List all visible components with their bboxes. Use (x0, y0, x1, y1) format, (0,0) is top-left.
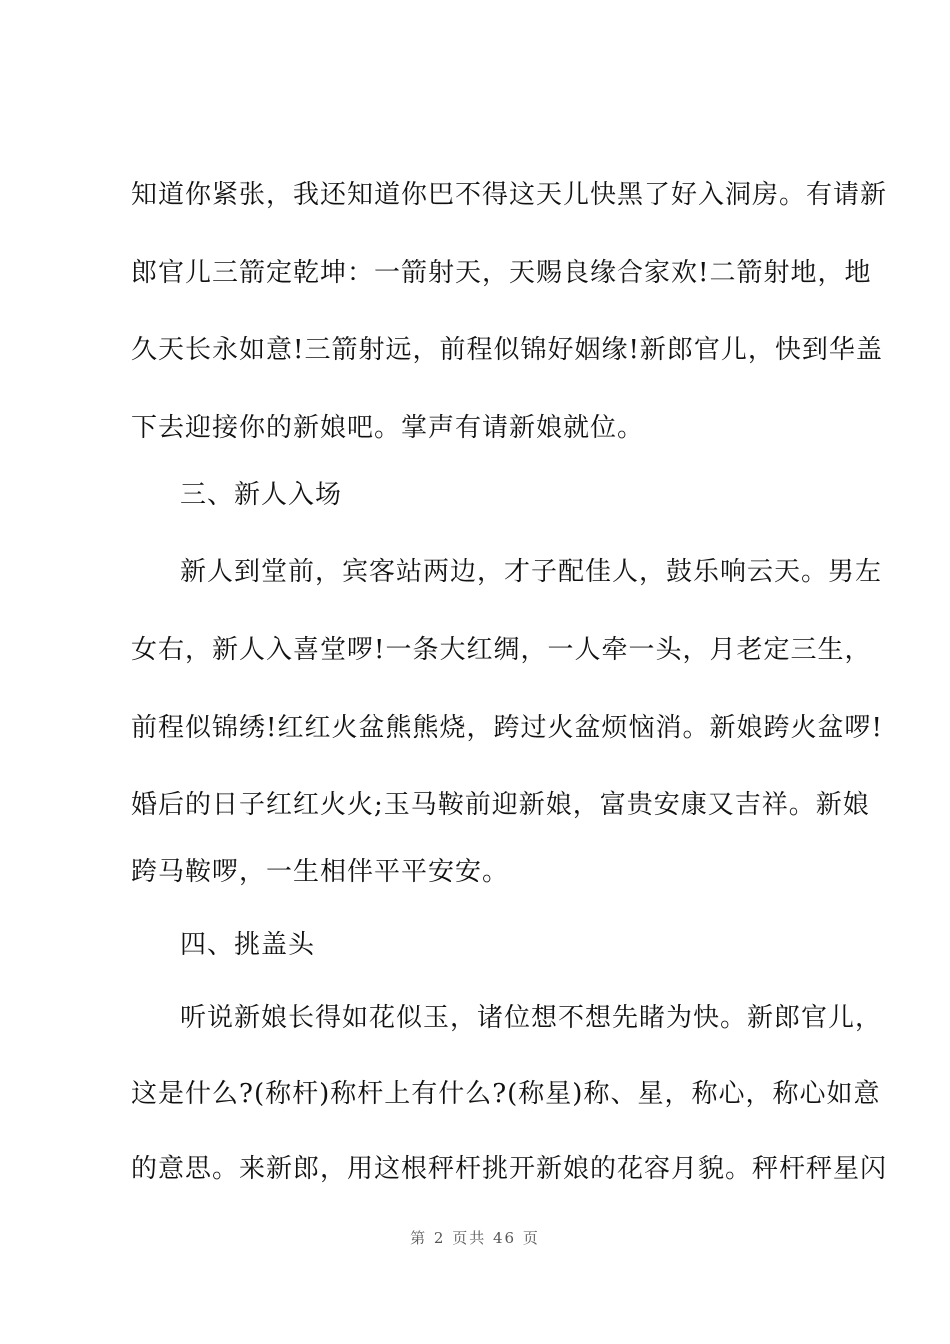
section-heading: 四、挑盖头 (180, 930, 316, 960)
text-line: 下去迎接你的新娘吧。掌声有请新娘就位。 (131, 413, 645, 443)
text-line: 郎官儿三箭定乾坤：一箭射天，天赐良缘合家欢!二箭射地，地 (131, 258, 872, 288)
text-line: 前程似锦绣!红红火盆熊熊烧，跨过火盆烦恼消。新娘跨火盆啰! (131, 713, 883, 743)
text-line: 知道你紧张，我还知道你巴不得这天儿快黑了好入洞房。有请新 (131, 180, 888, 210)
text-line: 的意思。来新郎，用这根秤杆挑开新娘的花容月貌。秤杆秤星闪 (131, 1154, 888, 1184)
text-line: 跨马鞍啰，一生相伴平平安安。 (131, 857, 510, 887)
text-line: 听说新娘长得如花似玉，诸位想不想先睹为快。新郎官儿， (180, 1003, 883, 1033)
text-line: 这是什么?(称杆)称杆上有什么?(称星)称、星，称心，称心如意 (131, 1079, 881, 1109)
text-line: 婚后的日子红红火火;玉马鞍前迎新娘，富贵安康又吉祥。新娘 (131, 790, 870, 820)
text-line: 女右，新人入喜堂啰!一条大红绸，一人牵一头，月老定三生， (131, 635, 872, 665)
text-line: 新人到堂前，宾客站两边，才子配佳人，鼓乐响云天。男左 (180, 557, 883, 587)
text-line: 久天长永如意!三箭射远，前程似锦好姻缘!新郎官儿，快到华盖 (131, 335, 883, 365)
section-heading: 三、新人入场 (180, 480, 343, 510)
page-number: 第 2 页共 46 页 (410, 1229, 540, 1247)
